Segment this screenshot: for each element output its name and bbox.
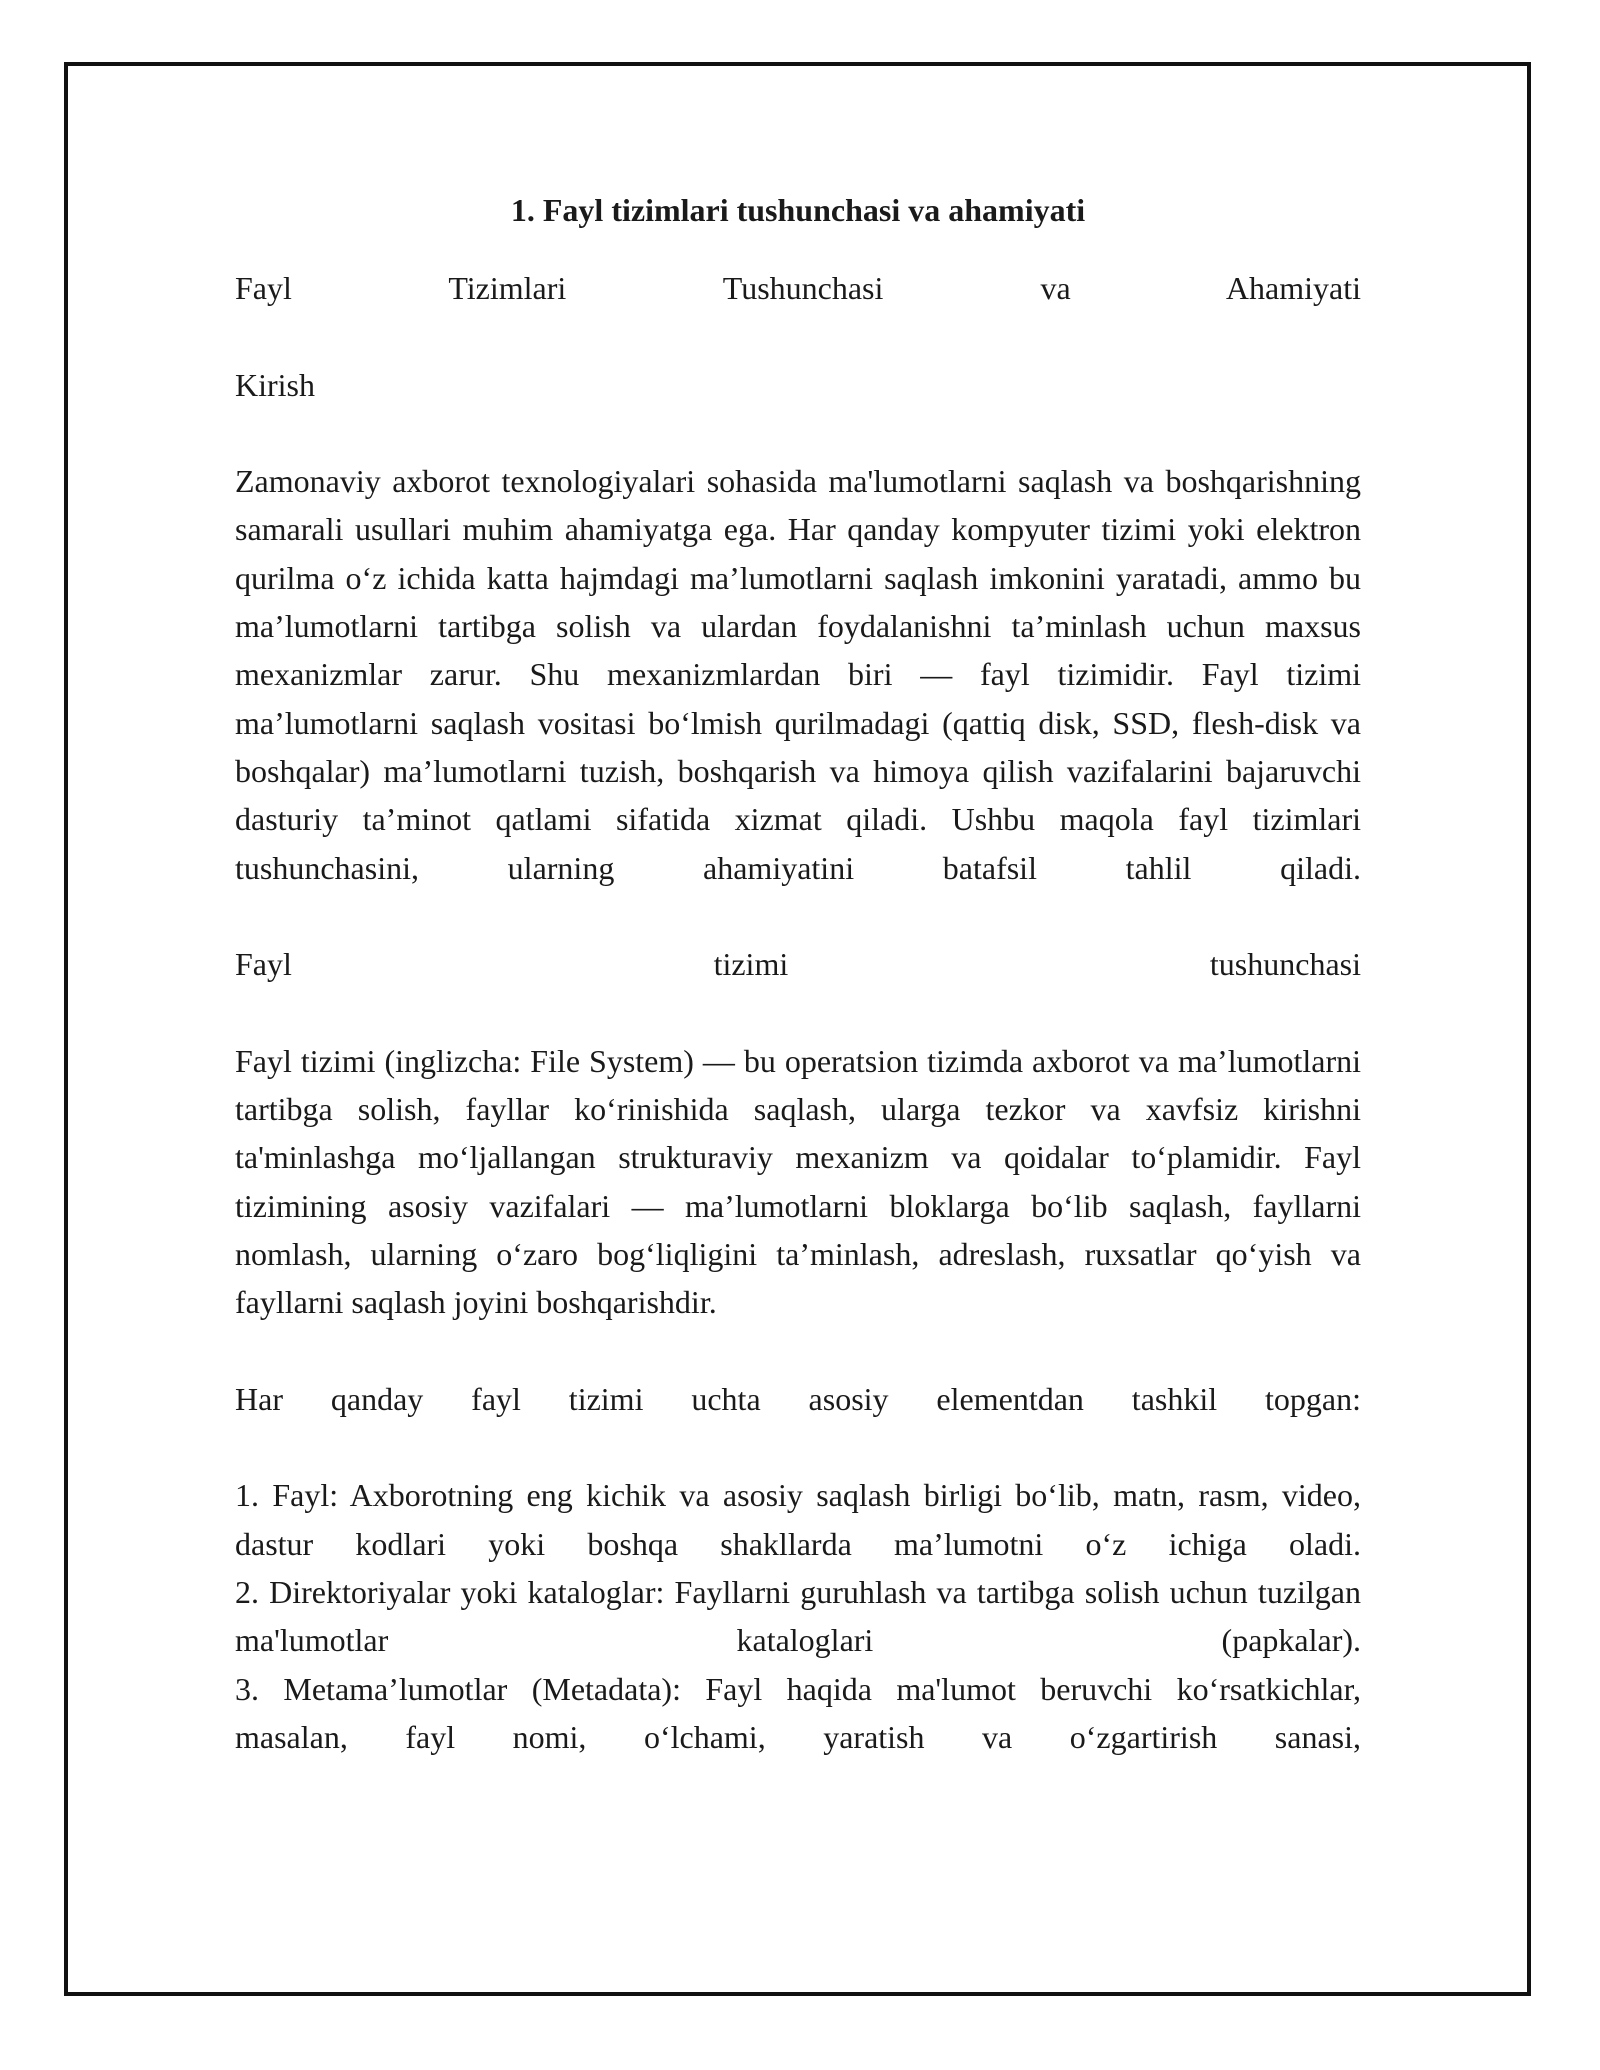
list-item: 1. Fayl: Axborotning eng kichik va asosiy saqlash birligi bo‘lib, matn, rasm, video, dastur kodlari yoki boshqa shakllarda ma’lumotni o‘z ichiga oladi.: [235, 1477, 1361, 1562]
document-body: [235, 186, 1361, 1761]
elements-list: [235, 1471, 1361, 1761]
document-subtitle: Fayl Tizimlari Tushunchasi va Ahamiyati: [235, 270, 1361, 306]
list-item: 3. Metama’lumotlar (Metadata): Fayl haqida ma'lumot beruvchi ko‘rsatkichlar, masalan, fayl nomi, o‘lchami, yaratish va o‘zgartirish sanasi,: [235, 1670, 1361, 1755]
intro-paragraph: Zamonaviy axborot texnologiyalari sohasida ma'lumotlarni saqlash va boshqarishning samarali usullari muhim ahamiyatga ega. Har qanday kompyuter tizimi yoki elektron qurilma o‘z ichida katta hajmdagi ma’lumotlarni saqlash imkonini yaratadi, ammo bu ma’lumotlarni tartibga solish va ulardan foydalanishni ta’minlash uchun maxsus mexanizmlar zarur. Shu mexanizmlardan biri — fayl tizimidir. Fayl tizimi ma’lumotlarni saqlash vositasi bo‘lmish qurilmadagi (qattiq disk, SSD, flesh-disk va boshqalar) ma’lumotlarni tuzish, boshqarish va himoya qilish vazifalarini bajaruvchi dasturiy ta’minot qatlami sifatida xizmat qiladi. Ushbu maqola fayl tizimlari tushunchasini, ularning ahamiyatini batafsil tahlil qiladi.: [235, 463, 1361, 886]
list-item: 2. Direktoriyalar yoki kataloglar: Fayllarni guruhlash va tartibga solish uchun tuzilgan ma'lumotlar kataloglari (papkalar).: [235, 1574, 1361, 1659]
section-heading-concept: Fayl tizimi tushunchasi: [235, 946, 1361, 983]
concept-paragraph: Fayl tizimi (inglizcha: File System) — bu operatsion tizimda axborot va ma’lumotlarni tartibga solish, fayllar ko‘rinishida saqlash, ularga tezkor va xavfsiz kirishni ta'minlashga mo‘ljallangan strukturaviy mexanizm va qoidalar to‘plamidir. Fayl tizimining asosiy vazifalari — ma’lumotlarni bloklarga bo‘lib saqlash, fayllarni nomlash, ularning o‘zaro bog‘liqligini ta’minlash, adreslash, ruxsatlar qo‘yish va fayllarni saqlash joyini boshqarishdir.: [235, 1042, 1361, 1321]
elements-intro: Har qanday fayl tizimi uchta asosiy elementdan tashkil topgan:: [235, 1380, 1361, 1417]
section-heading-intro: Kirish: [235, 366, 315, 403]
document-title: 1. Fayl tizimlari tushunchasi va ahamiyati: [510, 192, 1086, 228]
